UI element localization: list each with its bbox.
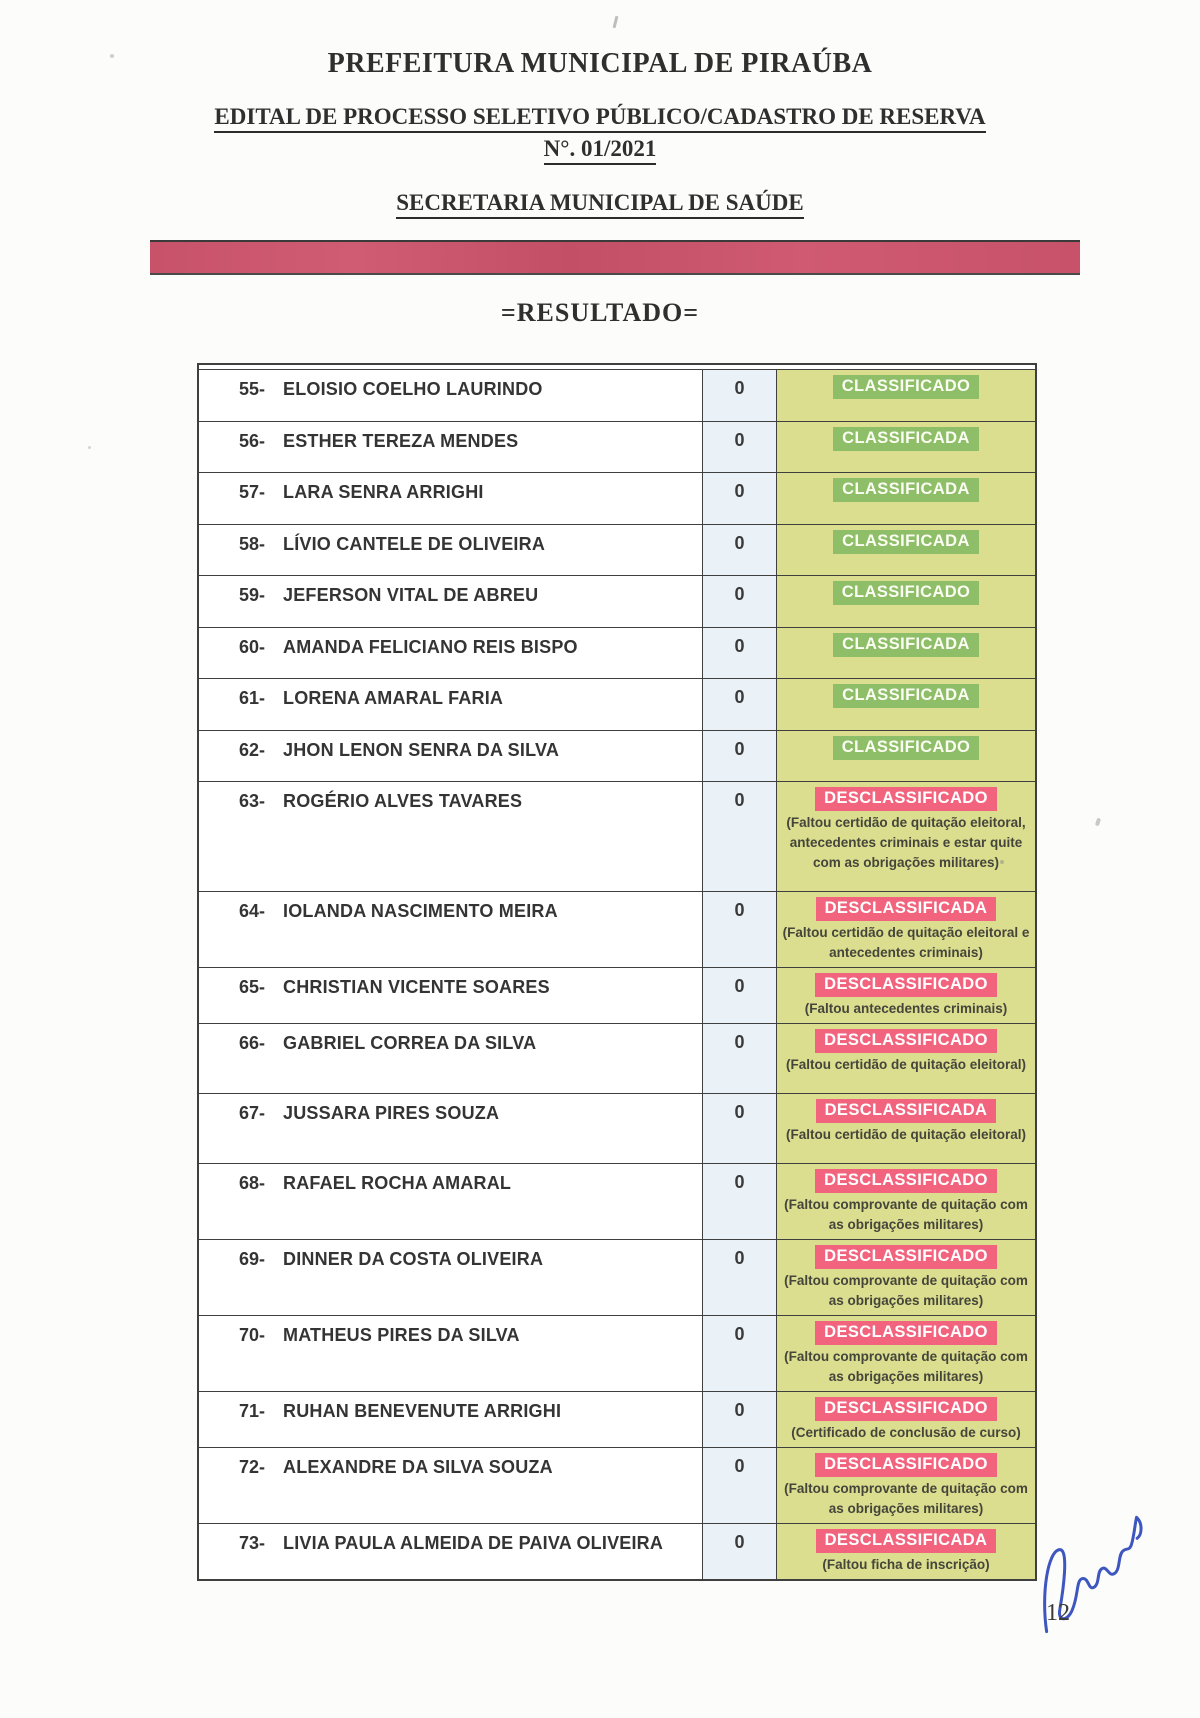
table-row — [199, 422, 1035, 474]
score-cell — [702, 1524, 777, 1579]
candidate-cell — [199, 1448, 702, 1523]
status-badge: DESCLASSIFICADO — [815, 973, 997, 997]
score-cell — [702, 628, 777, 679]
result-heading: =RESULTADO= — [500, 298, 700, 327]
status-badge: DESCLASSIFICADA — [816, 1529, 997, 1553]
candidate-name: LARA SENRA ARRIGHI — [283, 482, 484, 502]
department-heading — [0, 190, 1200, 216]
candidate-number: 64- — [239, 901, 266, 921]
status-note: (Faltou comprovante de quitação com as obrigações militares) — [784, 1349, 1028, 1384]
table-row — [199, 1240, 1035, 1316]
scan-artifact — [88, 446, 91, 449]
results-table — [197, 363, 1037, 1581]
score-value: 0 — [734, 584, 745, 604]
status-cell — [777, 679, 1035, 730]
edital-number — [0, 136, 1200, 162]
table-row — [199, 370, 1035, 422]
candidate-cell — [199, 370, 702, 421]
candidate-cell — [199, 782, 702, 891]
status-cell — [777, 731, 1035, 782]
score-cell — [702, 892, 777, 967]
status-cell — [777, 782, 1035, 891]
score-cell — [702, 1024, 777, 1093]
candidate-number: 57- — [239, 482, 266, 502]
candidate-number: 63- — [239, 791, 266, 811]
score-cell — [702, 782, 777, 891]
status-note: (Faltou ficha de inscrição) — [822, 1557, 990, 1572]
status-badge: CLASSIFICADA — [833, 478, 979, 502]
status-cell — [777, 473, 1035, 524]
score-value: 0 — [734, 1032, 745, 1052]
candidate-name: ALEXANDRE DA SILVA SOUZA — [283, 1457, 553, 1477]
score-cell — [702, 1448, 777, 1523]
table-row — [199, 782, 1035, 892]
status-badge: DESCLASSIFICADO — [815, 1321, 997, 1345]
status-badge: DESCLASSIFICADO — [815, 787, 997, 811]
status-note: (Faltou antecedentes criminais) — [804, 1001, 1008, 1016]
status-badge: CLASSIFICADO — [833, 581, 980, 605]
candidate-number: 71- — [239, 1401, 266, 1421]
candidate-name: ESTHER TEREZA MENDES — [283, 430, 519, 451]
candidate-cell — [199, 422, 702, 473]
candidate-cell — [199, 576, 702, 627]
status-note: (Faltou comprovante de quitação com as obrigações militares) — [784, 1273, 1028, 1308]
status-badge: DESCLASSIFICADO — [815, 1245, 997, 1269]
status-badge: DESCLASSIFICADO — [815, 1397, 997, 1421]
score-value: 0 — [734, 429, 745, 450]
score-value: 0 — [734, 790, 745, 810]
status-cell — [777, 1392, 1035, 1447]
score-value: 0 — [734, 687, 745, 707]
status-badge: CLASSIFICADA — [833, 684, 979, 708]
scan-artifact — [1095, 818, 1101, 827]
status-badge: DESCLASSIFICADO — [815, 1169, 997, 1193]
status-cell — [777, 1164, 1035, 1239]
score-cell — [702, 731, 777, 782]
red-divider-bar — [150, 240, 1080, 275]
table-row — [199, 628, 1035, 680]
table-row — [199, 968, 1035, 1024]
status-badge: CLASSIFICADA — [833, 633, 979, 657]
table-row — [199, 1524, 1035, 1579]
score-cell — [702, 1316, 777, 1391]
status-note: (Faltou certidão de quitação eleitoral, antecedentes criminais e estar quite com as obrigações militares) — [786, 815, 1026, 870]
status-badge: CLASSIFICADO — [833, 375, 980, 399]
score-cell — [702, 473, 777, 524]
table-row — [199, 731, 1035, 783]
score-cell — [702, 576, 777, 627]
status-badge: CLASSIFICADO — [833, 736, 980, 760]
score-value: 0 — [734, 1400, 745, 1420]
edital-number-text: N°. 01/2021 — [544, 136, 657, 165]
candidate-name: JEFERSON VITAL DE ABREU — [283, 585, 539, 605]
status-cell — [777, 370, 1035, 421]
candidate-name: RAFAEL ROCHA AMARAL — [283, 1173, 512, 1193]
candidate-name: DINNER DA COSTA OLIVEIRA — [283, 1249, 544, 1269]
status-cell — [777, 1240, 1035, 1315]
scan-artifact — [110, 54, 114, 58]
candidate-cell — [199, 892, 702, 967]
candidate-number: 67- — [239, 1103, 266, 1123]
status-note: (Certificado de conclusão de curso) — [791, 1425, 1021, 1440]
candidate-cell — [199, 628, 702, 679]
scan-artifact — [613, 16, 619, 28]
table-row — [199, 892, 1035, 968]
score-cell — [702, 1164, 777, 1239]
score-value: 0 — [734, 532, 745, 553]
candidate-number: 69- — [239, 1249, 266, 1269]
candidate-number: 73- — [239, 1533, 266, 1553]
candidate-cell — [199, 1524, 702, 1579]
status-note: (Faltou comprovante de quitação com as obrigações militares) — [784, 1481, 1028, 1516]
table-row — [199, 1448, 1035, 1524]
score-value: 0 — [734, 378, 745, 398]
score-value: 0 — [734, 1248, 745, 1268]
candidate-name: GABRIEL CORREA DA SILVA — [283, 1033, 537, 1053]
table-row — [199, 473, 1035, 525]
score-cell — [702, 525, 777, 576]
candidate-number: 68- — [239, 1173, 266, 1193]
table-row — [199, 1024, 1035, 1094]
table-row — [199, 1164, 1035, 1240]
table-row — [199, 1094, 1035, 1164]
score-value: 0 — [734, 1456, 745, 1476]
score-value: 0 — [734, 1172, 745, 1192]
status-cell — [777, 892, 1035, 967]
candidate-name: MATHEUS PIRES DA SILVA — [283, 1325, 520, 1345]
status-badge: DESCLASSIFICADA — [816, 1099, 997, 1123]
candidate-cell — [199, 1316, 702, 1391]
scan-artifact — [1000, 860, 1004, 864]
status-note: (Faltou certidão de quitação eleitoral) — [785, 1127, 1027, 1142]
candidate-name: JUSSARA PIRES SOUZA — [283, 1103, 500, 1123]
score-cell — [702, 968, 777, 1023]
candidate-cell — [199, 1094, 702, 1163]
candidate-name: LORENA AMARAL FARIA — [283, 688, 504, 708]
status-note: (Faltou certidão de quitação eleitoral) — [785, 1057, 1027, 1072]
candidate-cell — [199, 968, 702, 1023]
candidate-name: ROGÉRIO ALVES TAVARES — [283, 791, 523, 811]
candidate-name: CHRISTIAN VICENTE SOARES — [283, 977, 550, 997]
status-cell — [777, 968, 1035, 1023]
candidate-cell — [199, 1392, 702, 1447]
status-badge: DESCLASSIFICADO — [815, 1029, 997, 1053]
candidate-cell — [199, 679, 702, 730]
candidate-cell — [199, 1164, 702, 1239]
status-cell — [777, 628, 1035, 679]
score-value: 0 — [734, 1324, 745, 1344]
score-value: 0 — [734, 481, 745, 501]
candidate-number: 61- — [239, 688, 266, 708]
table-row — [199, 1316, 1035, 1392]
candidate-cell — [199, 473, 702, 524]
candidate-number: 66- — [239, 1033, 266, 1053]
candidate-number: 56- — [239, 430, 266, 451]
candidate-cell — [199, 1024, 702, 1093]
edital-heading-text: EDITAL DE PROCESSO SELETIVO PÚBLICO/CADASTRO DE RESERVA — [214, 104, 985, 133]
status-cell — [777, 422, 1035, 473]
status-note: (Faltou certidão de quitação eleitoral e antecedentes criminais) — [782, 925, 1030, 960]
candidate-name: LÍVIO CANTELE DE OLIVEIRA — [283, 533, 546, 554]
candidate-number: 72- — [239, 1457, 266, 1477]
score-cell — [702, 1094, 777, 1163]
score-value: 0 — [734, 1102, 745, 1122]
score-cell — [702, 370, 777, 421]
status-badge: CLASSIFICADA — [833, 427, 979, 451]
score-value: 0 — [734, 635, 745, 656]
candidate-name: AMANDA FELICIANO REIS BISPO — [283, 636, 578, 657]
score-cell — [702, 422, 777, 473]
candidate-number: 59- — [239, 585, 266, 605]
table-row — [199, 576, 1035, 628]
candidate-number: 62- — [239, 739, 266, 760]
edital-heading — [0, 104, 1200, 130]
candidate-name: ELOISIO COELHO LAURINDO — [283, 379, 543, 399]
status-cell — [777, 525, 1035, 576]
candidate-number: 60- — [239, 636, 266, 657]
status-badge: DESCLASSIFICADA — [816, 897, 997, 921]
score-value: 0 — [734, 900, 745, 920]
candidate-number: 58- — [239, 533, 266, 554]
status-cell — [777, 1094, 1035, 1163]
candidate-cell — [199, 525, 702, 576]
page-number: 12 — [1046, 1600, 1070, 1626]
candidate-number: 65- — [239, 977, 266, 997]
status-note: (Faltou comprovante de quitação com as obrigações militares) — [784, 1197, 1028, 1232]
status-cell — [777, 1448, 1035, 1523]
status-cell — [777, 576, 1035, 627]
table-row — [199, 525, 1035, 577]
candidate-number: 55- — [239, 379, 266, 399]
score-value: 0 — [734, 1532, 745, 1552]
status-cell — [777, 1024, 1035, 1093]
table-row — [199, 1392, 1035, 1448]
score-value: 0 — [734, 976, 745, 996]
score-cell — [702, 679, 777, 730]
candidate-name: JHON LENON SENRA DA SILVA — [283, 739, 560, 760]
candidate-number: 70- — [239, 1325, 266, 1345]
status-cell — [777, 1316, 1035, 1391]
page-title: PREFEITURA MUNICIPAL DE PIRAÚBA — [327, 48, 873, 79]
department-heading-text: SECRETARIA MUNICIPAL DE SAÚDE — [396, 190, 803, 219]
status-badge: CLASSIFICADA — [833, 530, 979, 554]
score-value: 0 — [734, 738, 745, 759]
score-cell — [702, 1392, 777, 1447]
candidate-name: IOLANDA NASCIMENTO MEIRA — [283, 901, 558, 921]
score-cell — [702, 1240, 777, 1315]
candidate-name: RUHAN BENEVENUTE ARRIGHI — [283, 1401, 562, 1421]
candidate-cell — [199, 731, 702, 782]
table-row — [199, 679, 1035, 731]
candidate-cell — [199, 1240, 702, 1315]
status-badge: DESCLASSIFICADO — [815, 1453, 997, 1477]
candidate-name: LIVIA PAULA ALMEIDA DE PAIVA OLIVEIRA — [283, 1533, 664, 1553]
